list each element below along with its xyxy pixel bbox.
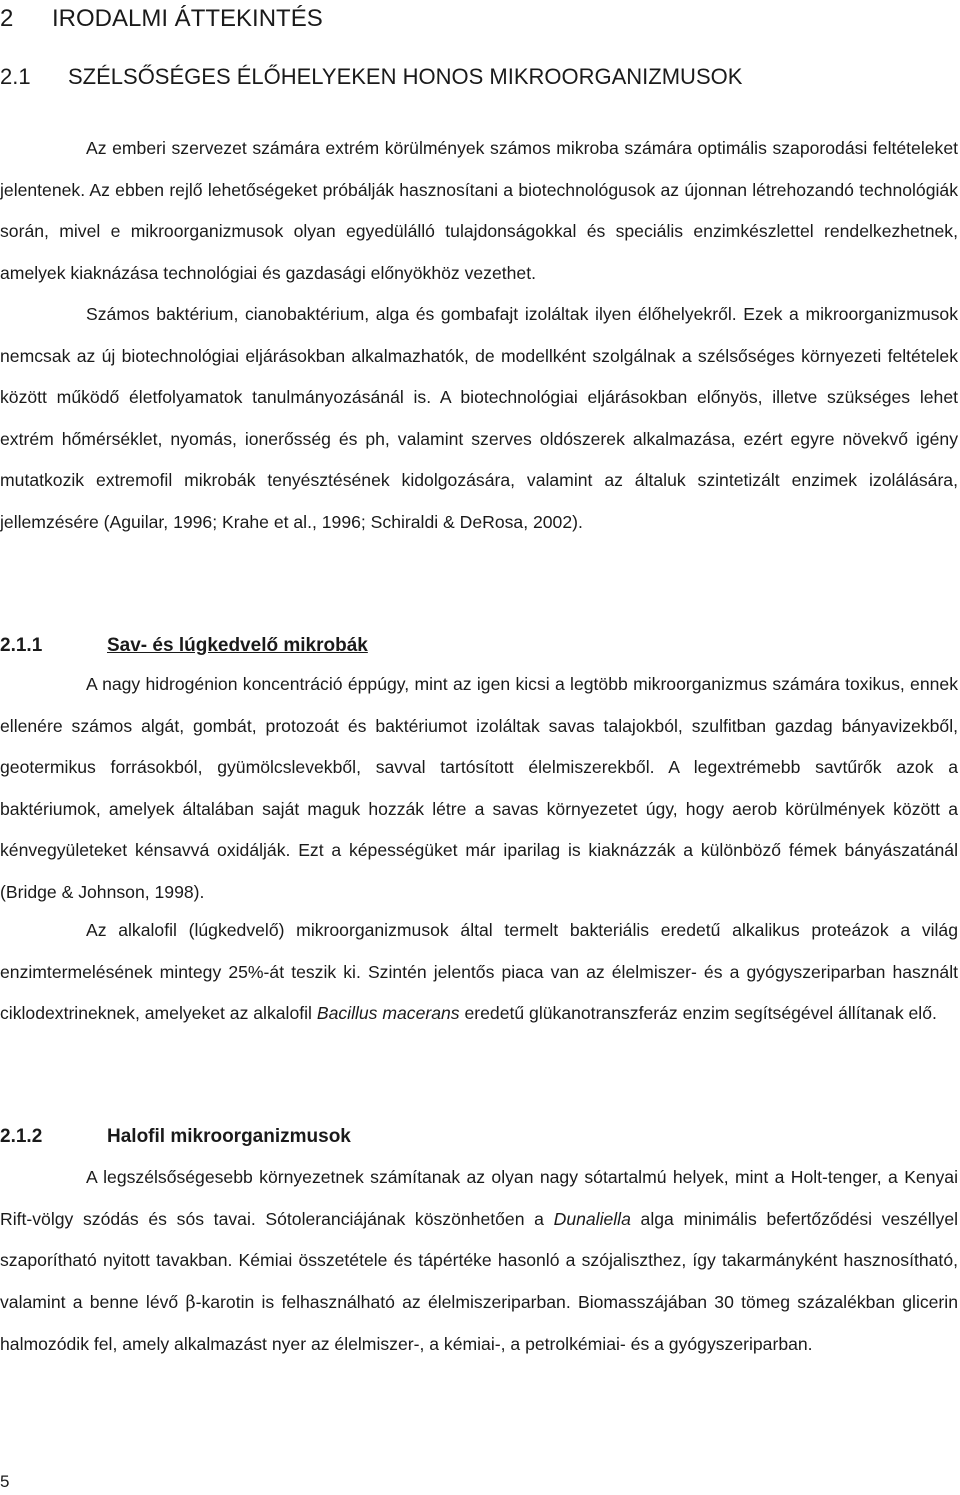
subsection-heading-halophiles (0, 1125, 351, 1149)
alkalophiles-text-b: eredetű glükanotranszferáz enzim segítségével állítanak elő. (459, 1003, 937, 1023)
subsection-heading-acid-alkali (0, 634, 368, 658)
section-title: SZÉLSŐSÉGES ÉLŐHELYEKEN HONOS MIKROORGANIZMUSOK (68, 64, 743, 89)
chapter-title: IRODALMI ÁTTEKINTÉS (52, 5, 323, 32)
subsection-number: 2.1.2 (0, 1126, 43, 1147)
chapter-number: 2 (0, 5, 14, 32)
paragraph-alkalophiles (0, 910, 958, 1035)
species-name-bacillus: Bacillus macerans (316, 1003, 460, 1023)
paragraph-extremophiles-intro: Az emberi szervezet számára extrém körülmények számos mikroba számára optimális szaporodási feltételeket jelentenek. Az ebben rejlő lehetőségeket próbálják hasznosítani a biotechnológusok az újonnan létrehozandó technológiák során, mivel e mikroorganizmusok olyan egyedülálló tulajdonságokkal és speciális enzimkészlettel rendelkezhetnek, amelyek kiaknázása technológiai és gazdasági előnyökhöz vezethet. (0, 138, 958, 283)
paragraph-extremophiles-applications: Számos baktérium, cianobaktérium, alga és gombafajt izoláltak ilyen élőhelyekről. Ezek a mikroorganizmusok nemcsak az új biotechnológiai eljárásokban alkalmazhatók, de modellként szolgálnak a szélsőséges környezeti feltételek között működő életfolyamatok tanulmányozásánál is. A biotechnológiai eljárásokban előnyös, illetve szükséges lehet extrém hőmérséklet, nyomás, ionerősség és ph, valamint szerves oldószerek alkalmazása, ezért egyre növekvő igény mutatkozik extremofil mikrobák tenyésztésének kidolgozására, valamint az általuk szintetizált enzimek izolálására, jellemzésére (Aguilar, 1996; Krahe et al., 1996; Schiraldi & DeRosa, 2002). (0, 304, 958, 532)
subsection-title: Halofil mikroorganizmusok (107, 1126, 351, 1147)
section-heading (0, 63, 742, 91)
page-number: 5 (0, 1472, 10, 1491)
alkalophiles-text-a: Az alkalofil (lúgkedvelő) mikroorganizmusok által termelt bakteriális eredetű alkalikus proteázok a világ enzimtermelésének mintegy 25%-át teszik ki. Szintén jelentős piaca van az élelmiszer- és a gyógyszeriparban használt ciklodextrineknek, amelyeket az alkalofil (0, 920, 958, 1023)
halophiles-text-c: -karotin is felhasználható az élelmiszeriparban. Biomasszájában 30 tömeg százalékban glicerin halmozódik fel, amely alkalmazást nyer az élelmiszer-, a kémiai-, a petrolkémiai- és a gyógyszeriparban. (0, 1291, 958, 1354)
paragraph-acidophiles: A nagy hidrogénion koncentráció éppúgy, mint az igen kicsi a legtöbb mikroorganizmus számára toxikus, ennek ellenére számos algát, gombát, protozoát és baktériumot izoláltak savas talajokból, szulfitban gazdag bányavizekből, geotermikus forrásokból, gyümölcslevekből, savval tartósított élelmiszerekből. A legextrémebb savtűrők azok a baktériumok, amelyek általában saját maguk hozzák létre a savas környezetet úgy, hogy aerob körülmények között a kénvegyületeket kénsavvá oxidálják. Ezt a képességüket már iparilag is kiaknázzák a különböző fémek bányászatánál (Bridge & Johnson, 1998). (0, 674, 958, 902)
subsection-number: 2.1.1 (0, 635, 43, 656)
chapter-heading (0, 4, 323, 34)
halophiles-text-a: A legszélsőségesebb környezetnek számítanak az olyan nagy sótartalmú helyek, mint a Holt-tenger, a Kenyai Rift-völgy szódás és sós tavai. Sótoleranciájának köszönhetően a (0, 1167, 958, 1229)
section-number: 2.1 (0, 64, 31, 89)
paragraph-halophiles (0, 1157, 958, 1366)
halophiles-text-b: alga minimális befertőződési veszéllyel szaporítható nyitott tavakban. Kémiai összetétele és tápértéke hasonló a szójaliszthez, így takarmányként hasznosítható, valamint a benne lévő (0, 1208, 959, 1312)
species-name-dunaliella: Dunaliella (553, 1208, 631, 1229)
beta-symbol: β (185, 1292, 196, 1313)
subsection-title: Sav- és lúgkedvelő mikrobák (107, 635, 368, 656)
